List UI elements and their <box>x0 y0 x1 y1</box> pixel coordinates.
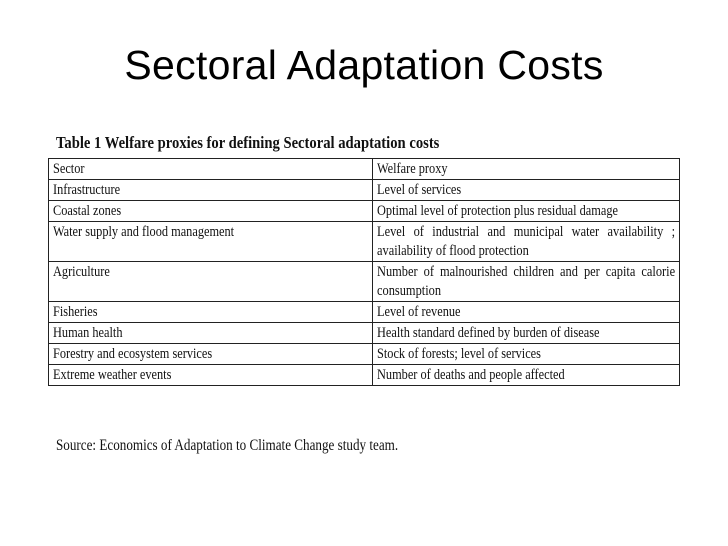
header-welfare-proxy <box>373 159 680 180</box>
welfare-proxy-table <box>48 158 680 386</box>
sector-cell <box>49 180 373 201</box>
proxy-cell <box>373 180 680 201</box>
table-row <box>49 365 680 386</box>
table-caption: Table 1 Welfare proxies for defining Sectoral adaptation costs <box>56 133 440 152</box>
proxy-label: Number of deaths and people affected <box>377 367 565 383</box>
sector-label: Coastal zones <box>53 203 122 219</box>
sector-label: Fisheries <box>53 304 98 320</box>
sector-cell <box>49 344 373 365</box>
sector-cell <box>49 222 373 262</box>
sector-cell <box>49 262 373 302</box>
sector-label: Forestry and ecosystem services <box>53 346 213 362</box>
proxy-cell <box>373 222 680 262</box>
proxy-cell <box>373 262 680 302</box>
sector-label: Infrastructure <box>53 182 121 198</box>
proxy-cell <box>373 201 680 222</box>
proxy-label: Level of revenue <box>377 304 461 320</box>
table-row <box>49 262 680 302</box>
proxy-cell <box>373 344 680 365</box>
sector-label: Water supply and flood management <box>53 224 235 240</box>
sector-label: Agriculture <box>53 264 110 280</box>
proxy-cell <box>373 323 680 344</box>
slide-title: Sectoral Adaptation Costs <box>124 42 604 88</box>
sector-cell <box>49 302 373 323</box>
table-row <box>49 222 680 262</box>
source-note: Source: Economics of Adaptation to Climate Change study team. <box>56 437 399 454</box>
sector-cell <box>49 365 373 386</box>
proxy-label: Level of services <box>377 182 462 198</box>
proxy-cell <box>373 302 680 323</box>
header-welfare-proxy-label: Welfare proxy <box>377 161 448 177</box>
proxy-label: Stock of forests; level of services <box>377 346 541 362</box>
sector-cell <box>49 201 373 222</box>
table-header-row <box>49 159 680 180</box>
proxy-label: Optimal level of protection plus residual damage <box>377 203 618 219</box>
proxy-label: Health standard defined by burden of disease <box>377 325 600 341</box>
proxy-label: Number of malnourished children and per capita calorie consumption <box>377 264 676 299</box>
proxy-cell <box>373 365 680 386</box>
sector-label: Extreme weather events <box>53 367 172 383</box>
sector-cell <box>49 323 373 344</box>
table-row <box>49 323 680 344</box>
table-row <box>49 302 680 323</box>
proxy-label: Level of industrial and municipal water availability ; availability of flood protection <box>377 224 676 259</box>
header-sector-label: Sector <box>53 161 85 177</box>
sector-label: Human health <box>53 325 123 341</box>
table-row <box>49 344 680 365</box>
table-row <box>49 180 680 201</box>
table-row <box>49 201 680 222</box>
header-sector <box>49 159 373 180</box>
